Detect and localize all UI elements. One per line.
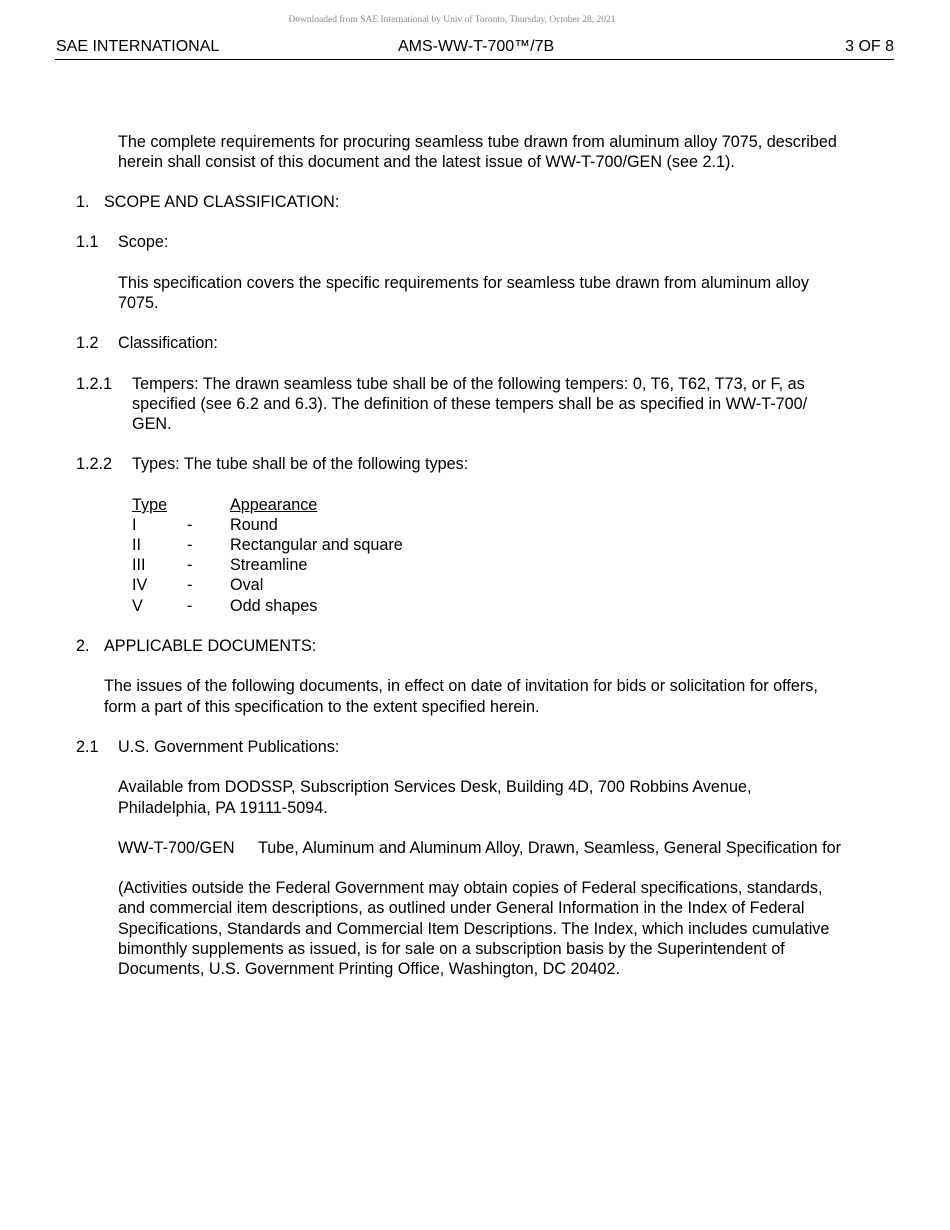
table-row-appearance: Oval (230, 576, 264, 594)
table-row-type: IV (132, 576, 148, 594)
reference-title: Tube, Aluminum and Aluminum Alloy, Drawn, Seamless, General Specification for (258, 839, 842, 857)
section-2-1-number: 2.1 (76, 738, 99, 756)
intro-line-1: The complete requirements for procuring seamless tube drawn from aluminum alloy 7075, described (118, 133, 837, 151)
availability-line-1: Available from DODSSP, Subscription Services Desk, Building 4D, 700 Robbins Avenue, (118, 778, 752, 796)
note-line-4: bimonthly supplements as issued, is for sale on a subscription basis by the Superintendent of (118, 940, 785, 958)
table-row-type: II (132, 536, 141, 554)
types-table-header-type: Type (132, 496, 168, 514)
reference-id: WW-T-700/GEN (118, 839, 235, 857)
table-row-type: I (132, 516, 137, 534)
section-1-title: SCOPE AND CLASSIFICATION: (104, 193, 340, 211)
section-1-2-title: Classification: (118, 334, 218, 352)
types-text: Types: The tube shall be of the following types: (132, 455, 469, 473)
table-row-dash: - (187, 556, 193, 574)
section-1-2-2-number: 1.2.2 (76, 455, 113, 473)
running-header (55, 38, 894, 60)
scope-line-2: 7075. (118, 294, 159, 312)
note-line-2: and commercial item descriptions, as outlined under General Information in the Index of Federal (118, 899, 805, 917)
tempers-line-2: specified (see 6.2 and 6.3). The definition of these tempers shall be as specified in WW-T-700/ (132, 395, 808, 413)
applicable-docs-line-2: form a part of this specification to the extent specified herein. (104, 698, 540, 716)
table-row-dash: - (187, 597, 193, 615)
table-row-appearance: Streamline (230, 556, 308, 574)
page-number: 3 OF 8 (845, 38, 894, 55)
download-notice: Downloaded from SAE International by Univ of Toronto, Thursday, October 28, 2021 (288, 15, 616, 25)
note-line-5: Documents, U.S. Government Printing Office, Washington, DC 20402. (118, 960, 621, 978)
table-row-type: III (132, 556, 146, 574)
tempers-line-1: Tempers: The drawn seamless tube shall be of the following tempers: 0, T6, T62, T73, or F, as (132, 375, 805, 393)
section-1-number: 1. (76, 193, 90, 211)
table-row-dash: - (187, 536, 193, 554)
section-1-1-number: 1.1 (76, 233, 99, 251)
table-row-type: V (132, 597, 143, 615)
section-2-number: 2. (76, 637, 90, 655)
publisher-name: SAE INTERNATIONAL (56, 38, 220, 55)
note-line-1: (Activities outside the Federal Government may obtain copies of Federal specifications, standards, (118, 879, 823, 897)
table-row-appearance: Rectangular and square (230, 536, 403, 554)
document-id: AMS-WW-T-700™/7B (398, 38, 555, 55)
tempers-line-3: GEN. (132, 415, 172, 433)
section-1-2-1-number: 1.2.1 (76, 375, 113, 393)
table-row-dash: - (187, 516, 193, 534)
intro-line-2: herein shall consist of this document and the latest issue of WW-T-700/GEN (see 2.1). (118, 153, 735, 171)
section-1-1-title: Scope: (118, 233, 169, 251)
section-2-1-title: U.S. Government Publications: (118, 738, 340, 756)
table-row-appearance: Odd shapes (230, 597, 318, 615)
types-table-header-appearance: Appearance (230, 496, 318, 514)
applicable-docs-line-1: The issues of the following documents, in effect on date of invitation for bids or solicitation for offers, (104, 677, 818, 695)
availability-line-2: Philadelphia, PA 19111-5094. (118, 799, 328, 817)
section-2-title: APPLICABLE DOCUMENTS: (104, 637, 317, 655)
table-row-appearance: Round (230, 516, 278, 534)
note-line-3: Specifications, Standards and Commercial Item Descriptions. The Index, which includes cumulative (118, 920, 830, 938)
scope-line-1: This specification covers the specific requirements for seamless tube drawn from aluminum alloy (118, 274, 809, 292)
section-1-2-number: 1.2 (76, 334, 99, 352)
table-row-dash: - (187, 576, 193, 594)
